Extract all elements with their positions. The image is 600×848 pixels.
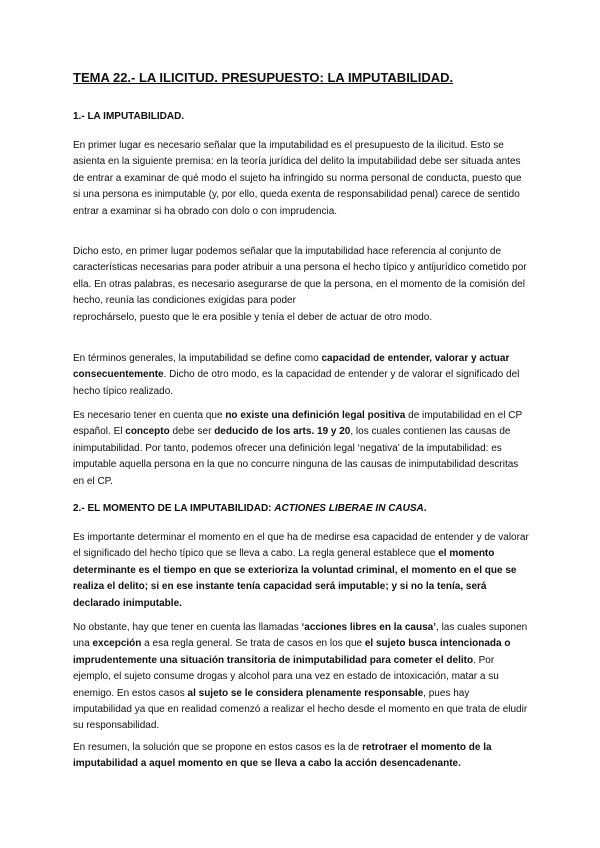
text-run: En términos generales, la imputabilidad se define como: [73, 353, 322, 364]
text-run: debe ser: [169, 426, 215, 438]
text-run: No obstante, hay que tener en cuenta las llamadas: [73, 622, 302, 633]
section-2-paragraph-1: [73, 530, 529, 612]
paragraph-2-continuation: reprochárselo, puesto que le era posible y tenía el deber de actuar de otro modo.: [73, 311, 433, 323]
bold-run: ‘acciones libres en la causa’: [301, 622, 437, 633]
text-run: a esa regla general. Se trata de casos en los que: [141, 638, 365, 650]
paragraph-2-text: Dicho esto, en primer lugar podemos señalar que la imputabilidad hace referencia al conjunto de características necesarias para poder atribuir a una persona el hecho típico y antijurídico cometido por ella. En otras palabras, es necesario asegurarse de que la persona, en el momento de la comisión del hecho, reunía las condiciones exigidas para poder: [73, 246, 527, 307]
bold-run: concepto: [125, 426, 170, 438]
section-2-paragraph-2: [73, 620, 529, 735]
text-run: En resumen, la solución que se propone en estos casos es la de: [73, 742, 363, 753]
text-run: Es importante determinar el momento en el que ha de medirse esa capacidad de entender y de valorar el significado del hecho típico que se lleva a cabo. La regla general establece que: [73, 532, 529, 560]
heading-text: 2.- EL MOMENTO DE LA IMPUTABILIDAD:: [73, 503, 275, 514]
bold-run: retrotraer el momento de la imputabilidad a aquel momento en que se lleva a cabo la acción desencadenante.: [73, 742, 492, 770]
text-run: de imputabilidad en el CP español. El: [73, 410, 522, 438]
text-run: , los cuales contienen las causas de inimputabilidad. Por tanto, podemos ofrecer una definición legal ‘negativa’ de la imputabilidad: es imputable aquella persona en la que no concurre ninguna de las causas de inimputabilidad descritas en el CP.: [73, 426, 519, 487]
bold-run: excepción: [92, 638, 142, 650]
section-1-paragraph-3: [73, 351, 529, 400]
heading-italic: ACTIONES LIBERAE IN CAUSA: [274, 503, 424, 514]
text-run: . Por ejemplo, el sujeto consume drogas y alcohol para una vez en estado de intoxicación, matar a su enemigo. En estos casos: [73, 654, 499, 699]
bold-run: deducido de los arts. 19 y 20: [214, 426, 351, 438]
section-1-paragraph-1: En primer lugar es necesario señalar que la imputabilidad es el presupuesto de la ilicitud. Esto se asienta en la siguiente premisa: en la teoría jurídica del delito la imputabilidad debe ser situada antes de entrar a examinar de qué modo el sujeto ha infringido su norma personal de conducta, puesto que si una persona es inimputable (y, por ello, queda exenta de responsabilidad penal) carece de sentido entrar a examinar si ha obrado con dolo o con imprudencia.: [73, 140, 522, 217]
text-run: . Dicho de otro modo, es la capacidad de entender y de valorar el significado del hecho típico realizado.: [73, 369, 520, 397]
bold-run: el sujeto busca intencionada o imprudentemente una situación transitoria de inimputabilidad para cometer el delito: [73, 638, 511, 666]
document-title: TEMA 22.- LA ILICITUD. PRESUPUESTO: LA IMPUTABILIDAD.: [73, 70, 454, 85]
section-1-heading: 1.- LA IMPUTABILIDAD.: [73, 111, 185, 122]
text-run: , pues hay imputabilidad ya que en realidad comenzó a realizar el hecho desde el momento en que trata de eludir su responsabilidad.: [73, 687, 528, 732]
bold-run: no existe una definición legal positiva: [225, 410, 406, 421]
text-run: Es necesario tener en cuenta que: [73, 410, 226, 421]
bold-run: el momento determinante es el tiempo en que se exterioriza la voluntad criminal, el momento en el que se realiza el delito; si en ese instante tenía capacidad será imputable; y si no la tenía, será declarado inimputable.: [73, 548, 517, 609]
heading-end: .: [423, 503, 427, 514]
bold-run: capacidad de entender, valorar y actuar consecuentemente: [73, 353, 510, 381]
text-run: , las cuales suponen una: [73, 622, 528, 650]
bold-run: al sujeto se le considera plenamente responsable: [187, 687, 424, 699]
section-1-paragraph-4: [73, 408, 529, 490]
section-2-paragraph-3: [73, 740, 529, 773]
section-2-heading: [73, 503, 553, 514]
section-1-paragraph-2: [73, 244, 529, 326]
